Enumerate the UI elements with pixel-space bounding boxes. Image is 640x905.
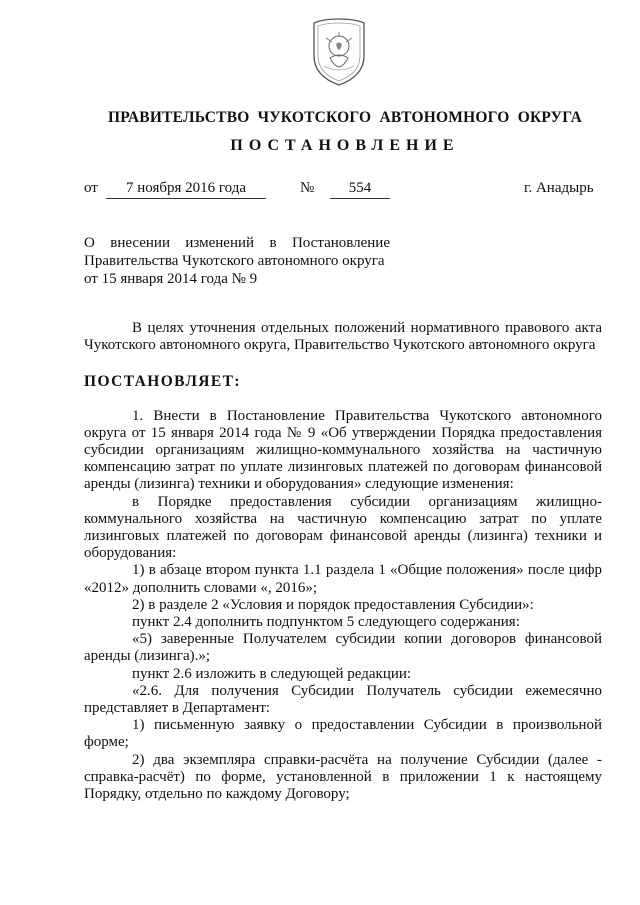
city-name: г. Анадырь (524, 180, 594, 196)
body-paragraph: 2) два экземпляра справки-расчёта на получение Субсидии (далее - справка-расчёт) по форме, установленной в приложении 1 к настоящему Порядку, отдельно по каждому Договору; (84, 751, 602, 803)
decree-subject (84, 234, 390, 288)
number-sign: № (300, 180, 315, 196)
body-paragraph: пункт 2.6 изложить в следующей редакции: (132, 665, 412, 682)
body-paragraph: 1. Внести в Постановление Правительства Чукотского автономного округа от 15 января 2014 года № 9 «Об утверждении Порядка предоставления субсидии организациям жилищно-коммунального хозяйства на частичную компенсацию затрат по уплате лизинговых платежей по договорам финансовой аренды (лизинга) техники и оборудования» следующие изменения: (84, 407, 602, 493)
decree-body (84, 320, 602, 803)
subject-line: О внесении изменений в Постановление (84, 235, 390, 251)
body-paragraph: 1) письменную заявку о предоставлении Субсидии в произвольной форме; (84, 717, 602, 751)
decree-date: 7 ноября 2016 года (106, 180, 266, 199)
resolve-heading: ПОСТАНОВЛЯЕТ: (84, 373, 241, 391)
body-paragraph: пункт 2.4 дополнить подпунктом 5 следующего содержания: (132, 614, 520, 631)
subject-line: Правительства Чукотского автономного округа (84, 253, 385, 269)
preamble-paragraph: В целях уточнения отдельных положений нормативного правового акта Чукотского автономного округа, Правительство Чукотского автономного округа (84, 320, 602, 354)
body-paragraph: 2) в разделе 2 «Условия и порядок предоставления Субсидии»: (132, 596, 534, 613)
decree-number: 554 (330, 180, 390, 199)
date-prefix: от (84, 180, 98, 196)
document-type-title: ПОСТАНОВЛЕНИЕ (230, 137, 460, 154)
emblem-icon (308, 16, 370, 88)
body-paragraph: 1) в абзаце втором пункта 1.1 раздела 1 «Общие положения» после цифр «2012» дополнить словами «, 2016»; (84, 562, 602, 596)
coat-of-arms-emblem (308, 16, 370, 88)
government-name: ПРАВИТЕЛЬСТВО ЧУКОТСКОГО АВТОНОМНОГО ОКРУГА (107, 109, 583, 126)
body-paragraph: в Порядке предоставления субсидии организациям жилищно-коммунального хозяйства на частичную компенсацию затрат по уплате лизинговых платежей по договорам финансовой аренды (лизинга) техники и оборудования: (84, 493, 602, 562)
body-paragraph: «5) заверенные Получателем субсидии копии договоров финансовой аренды (лизинга).»; (84, 631, 602, 665)
body-paragraph: «2.6. Для получения Субсидии Получатель субсидии ежемесячно представляет в Департамент: (84, 682, 602, 717)
subject-line: от 15 января 2014 года № 9 (84, 271, 258, 287)
